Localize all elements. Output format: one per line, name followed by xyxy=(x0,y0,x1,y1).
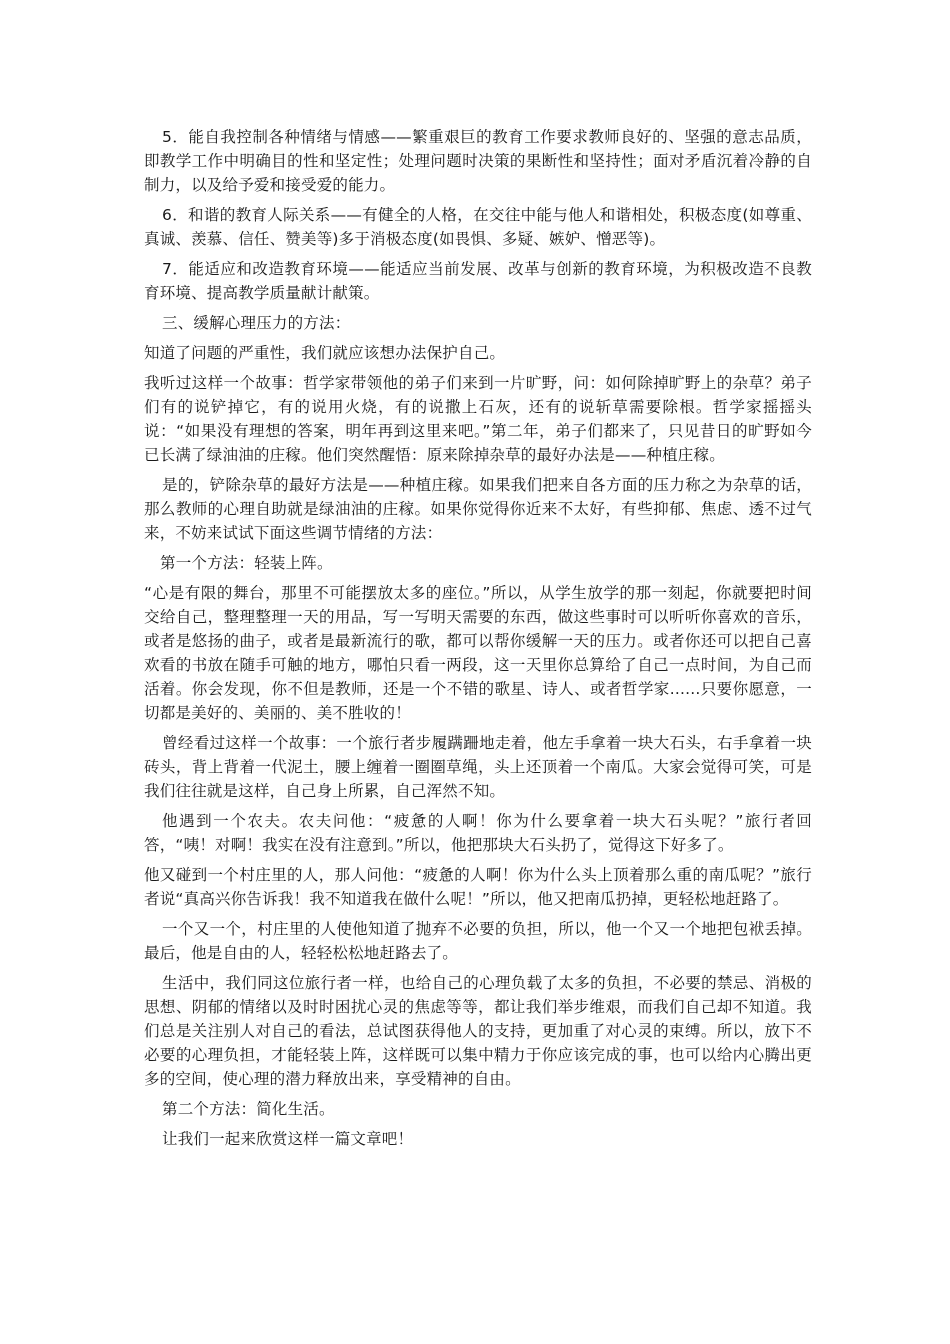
paragraph: 第一个方法：轻装上阵。 xyxy=(160,554,333,572)
paragraph: 知道了问题的严重性，我们就应该想办法保护自己。 xyxy=(144,344,506,362)
paragraph: 5．能自我控制各种情绪与情感——繁重艰巨的教育工作要求教师良好的、坚强的意志品质，即教学工作中明确目的性和坚定性；处理问题时决策的果断性和坚持性；面对矛盾沉着冷静的自制力，以及给予爱和接受爱的能力。 xyxy=(144,128,812,194)
paragraph: 我听过这样一个故事：哲学家带领他的弟子们来到一片旷野，问：如何除掉旷野上的杂草？弟子们有的说铲掉它，有的说用火烧，有的说撒上石灰，还有的说斩草需要除根。哲学家摇摇头说：“如果没有理想的答案，明年再到这里来吧。”第二年，弟子们都来了，只见昔日的旷野如今已长满了绿油油的庄稼。他们突然醒悟：原来除掉杂草的最好办法是——种植庄稼。 xyxy=(144,374,812,464)
paragraph: 第二个方法：简化生活。 xyxy=(162,1100,335,1118)
document-body xyxy=(144,125,812,1157)
paragraph: 一个又一个，村庄里的人使他知道了抛弃不必要的负担，所以，他一个又一个地把包袱丢掉。最后，他是自由的人，轻轻松松地赶路去了。 xyxy=(144,920,812,962)
paragraph: 他又碰到一个村庄里的人，那人问他：“疲惫的人啊！你为什么头上顶着那么重的南瓜呢？”旅行者说“真高兴你告诉我！我不知道我在做什么呢！”所以，他又把南瓜扔掉，更轻松地赶路了。 xyxy=(144,866,812,908)
paragraph: 7．能适应和改造教育环境——能适应当前发展、改革与创新的教育环境，为积极改造不良教育环境、提高教学质量献计献策。 xyxy=(144,260,812,302)
paragraph: 三、缓解心理压力的方法： xyxy=(162,314,351,332)
paragraph: 生活中，我们同这位旅行者一样，也给自己的心理负载了太多的负担，不必要的禁忌、消极的思想、阴郁的情绪以及时时困扰心灵的焦虑等等，都让我们举步维艰，而我们自己却不知道。我们总是关注别人对自己的看法，总试图获得他人的支持，更加重了对心灵的束缚。所以，放下不必要的心理负担，才能轻装上阵，这样既可以集中精力于你应该完成的事，也可以给内心腾出更多的空间，使心理的潜力释放出来，享受精神的自由。 xyxy=(144,974,812,1088)
paragraph: 是的，铲除杂草的最好方法是——种植庄稼。如果我们把来自各方面的压力称之为杂草的话，那么教师的心理自助就是绿油油的庄稼。如果你觉得你近来不太好，有些抑郁、焦虑、透不过气来，不妨来试试下面这些调节情绪的方法： xyxy=(144,476,812,542)
paragraph: 让我们一起来欣赏这样一篇文章吧！ xyxy=(162,1130,414,1148)
paragraph: “心是有限的舞台，那里不可能摆放太多的座位。”所以，从学生放学的那一刻起，你就要把时间交给自己，整理整理一天的用品，写一写明天需要的东西，做这些事时可以听听你喜欢的音乐，或者是悠扬的曲子，或者是最新流行的歌，都可以帮你缓解一天的压力。或者你还可以把自己喜欢看的书放在随手可触的地方，哪怕只看一两段，这一天里你总算给了自己一点时间，为自己而活着。你会发现，你不但是教师，还是一个不错的歌星、诗人、或者哲学家......只要你愿意，一切都是美好的、美丽的、美不胜收的！ xyxy=(144,584,812,722)
paragraph: 他遇到一个农夫。农夫问他：“疲惫的人啊！你为什么要拿着一块大石头呢？”旅行者回答，“咦！对啊！我实在没有注意到。”所以，他把那块大石头扔了，觉得这下好多了。 xyxy=(144,812,812,854)
paragraph: 6．和谐的教育人际关系——有健全的人格，在交往中能与他人和谐相处，积极态度(如尊重、真诚、羡慕、信任、赞美等)多于消极态度(如畏惧、多疑、嫉妒、憎恶等)。 xyxy=(144,206,812,248)
paragraph: 曾经看过这样一个故事：一个旅行者步履蹒跚地走着，他左手拿着一块大石头，右手拿着一块砖头，背上背着一代泥土，腰上缠着一圈圈草绳，头上还顶着一个南瓜。大家会觉得可笑，可是我们往往就是这样，自己身上所累，自己浑然不知。 xyxy=(144,734,812,800)
